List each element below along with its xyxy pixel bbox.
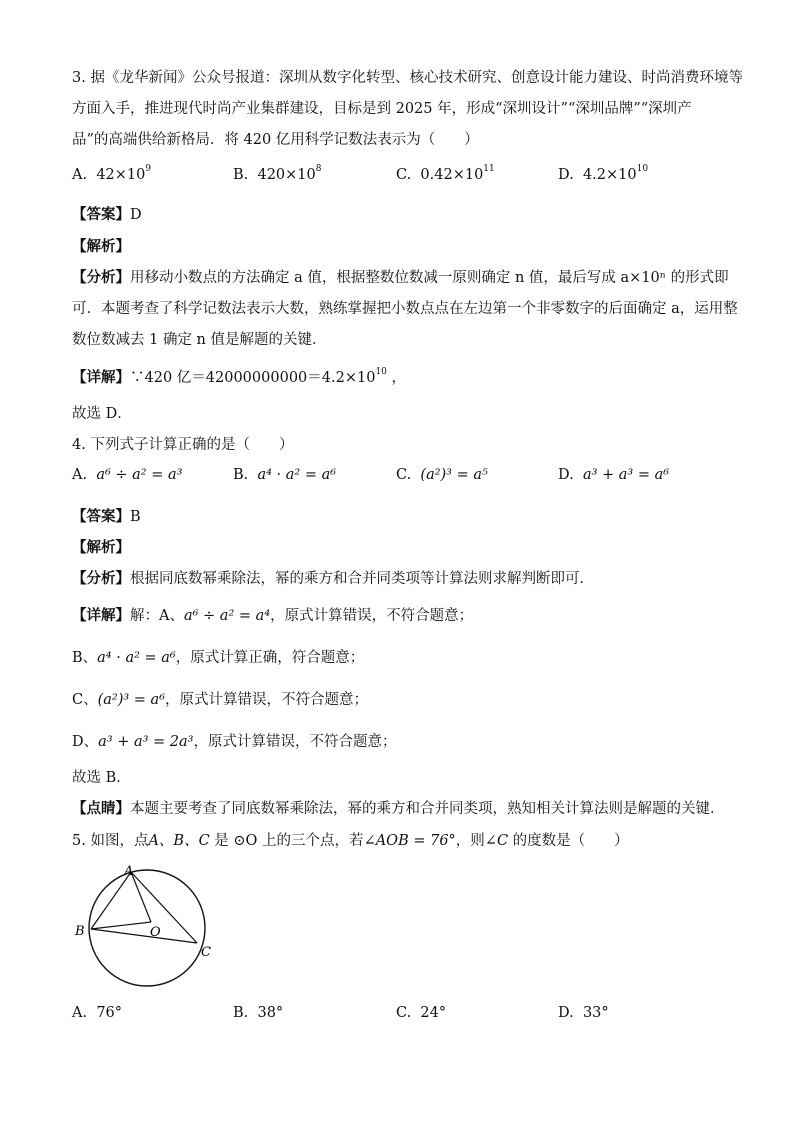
q3-option-c: C. $0.42\times 10^{11}$ xyxy=(396,164,495,183)
q3-jiexi-label: 【解析】 xyxy=(72,239,130,255)
circle-o xyxy=(89,870,205,986)
q4-option-d: D. a³ + a³ = a⁶ xyxy=(558,467,670,483)
q3-option-d: D. $4.2\times 10^{10}$ xyxy=(558,164,649,183)
q3-stem-line-1: 3. 据《龙华新闻》公众号报道：深圳从数字化转型、核心技术研究、创意设计能力建设、时尚消费环境等 xyxy=(72,70,743,86)
q5-option-b: B. 38° xyxy=(233,1005,284,1021)
q4-detail-b: B、a⁴ · a² = a⁶，原式计算正确，符合题意； xyxy=(72,650,365,666)
q5-option-c: C. 24° xyxy=(396,1005,447,1021)
q4-jiexi-label: 【解析】 xyxy=(72,540,130,556)
q4-option-c: C. (a²)³ = a⁵ xyxy=(396,467,488,483)
circle-figure xyxy=(72,858,232,1008)
label-b: B xyxy=(75,924,85,939)
q4-detail-a: 【详解】解：A、a⁶ ÷ a² = a⁴，原式计算错误，不符合题意； xyxy=(72,608,474,624)
q5-stem: 5. 如图，点A、B、C 是 ⊙O 上的三个点，若∠AOB = 76°，则∠C 的度数是（ ） xyxy=(72,833,629,849)
q3-conclusion: 故选 D． xyxy=(72,406,132,422)
label-o: O xyxy=(150,925,161,940)
chord-bc xyxy=(91,929,197,943)
q3-detail: 【详解】∵420 亿$=42000000000=4.2\times 10^{10}$ ， xyxy=(72,367,406,386)
q5-option-d: D. 33° xyxy=(558,1005,609,1021)
chord-ac xyxy=(131,872,197,943)
q4-answer: 【答案】B xyxy=(72,509,141,525)
q3-fenxi-line-2: 可．本题考查了科学记数法表示大数，熟练掌握把小数点点在左边第一个非零数字的后面确定 a，运用整 xyxy=(72,301,738,317)
q3-fenxi-line-1: 【分析】用移动小数点的方法确定 a 值，根据整数位数减一原则确定 n 值，最后写成 a×10ⁿ 的形式即 xyxy=(72,270,729,286)
q4-detail-c: C、(a²)³ = a⁶，原式计算错误，不符合题意； xyxy=(72,692,369,708)
chord-ab xyxy=(91,872,131,929)
q4-conclusion: 故选 B． xyxy=(72,770,131,786)
q4-fenxi: 【分析】根据同底数幂乘除法，幂的乘方和合并同类项等计算法则求解判断即可． xyxy=(72,571,594,587)
q4-stem: 4. 下列式子计算正确的是（ ） xyxy=(72,437,294,453)
q3-fenxi-line-3: 数位数减去 1 确定 n 值是解题的关键． xyxy=(72,332,327,348)
q4-detail-d: D、a³ + a³ = 2a³，原式计算错误，不符合题意； xyxy=(72,734,397,750)
q4-dianjing: 【点睛】本题主要考查了同底数幂乘除法，幂的乘方和合并同类项，熟知相关计算法则是解题的关键． xyxy=(72,801,725,817)
q3-stem-line-3: 品”的高端供给新格局．将 420 亿用科学记数法表示为（ ） xyxy=(72,132,479,148)
radius-oa xyxy=(131,872,151,922)
q4-option-b: B. a⁴ · a² = a⁶ xyxy=(233,467,337,483)
q3-option-b: B. $420\times 10^8$ xyxy=(233,164,322,183)
label-a: A xyxy=(124,864,134,879)
q3-stem-line-2: 方面入手，推进现代时尚产业集群建设，目标是到 2025 年，形成“深圳设计”“深圳品牌”“深圳产 xyxy=(72,101,692,117)
q5-option-a: A. 76° xyxy=(72,1005,123,1021)
q3-option-a: A. $42\times 10^9$ xyxy=(72,164,152,183)
radius-ob xyxy=(91,922,151,929)
q3-answer: 【答案】D xyxy=(72,207,142,223)
q4-option-a: A. a⁶ ÷ a² = a³ xyxy=(72,467,183,483)
label-c: C xyxy=(201,945,211,960)
